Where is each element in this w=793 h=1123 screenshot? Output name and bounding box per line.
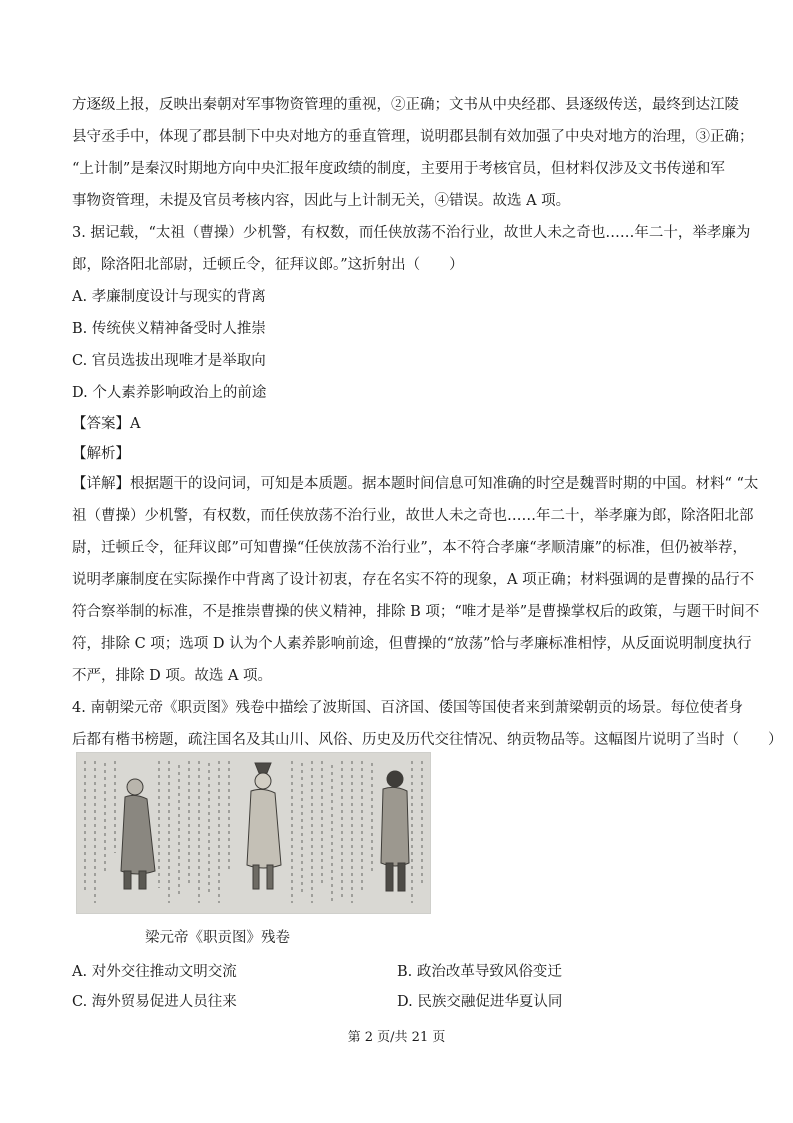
- q4-option-a: A. 对外交往推动文明交流: [72, 964, 237, 980]
- q4-option-b: B. 政治改革导致风俗变迁: [397, 964, 562, 980]
- q3-stem-line-2: 郎，除洛阳北部尉，迁顿丘令，征拜议郎。”这折射出（ ）: [72, 257, 464, 273]
- q3-detail-line-4: 说明孝廉制度在实际操作中背离了设计初衷，存在名实不符的现象，A 项正确；材料强调的是曹操的品行不: [72, 572, 755, 588]
- q3-option-b: B. 传统侠义精神备受时人推崇: [72, 321, 266, 337]
- page-footer: 第 2 页/共 21 页: [347, 1030, 446, 1045]
- q3-detail-line-7: 不严，排除 D 项。故选 A 项。: [72, 668, 273, 684]
- q3-detail-line-6: 符，排除 C 项；选项 D 认为个人素养影响前途，但曹操的“放荡”恰与孝廉标准相悖，从反面说明制度执行: [72, 636, 752, 652]
- tribute-scroll-image: [76, 752, 431, 914]
- analysis-line-1: 方逐级上报，反映出秦朝对军事物资管理的重视，②正确；文书从中央经郡、县逐级传送，最终到达江陵: [72, 97, 739, 113]
- figure-caption: 梁元帝《职贡图》残卷: [145, 930, 290, 946]
- q3-analysis-label: 【解析】: [72, 446, 130, 462]
- q4-stem-line-1: 4. 南朝梁元帝《职贡图》残卷中描绘了波斯国、百济国、倭国等国使者来到萧梁朝贡的场景。每位使者身: [72, 700, 743, 716]
- analysis-line-2: 县守丞手中，体现了郡县制下中央对地方的垂直管理，说明郡县制有效加强了中央对地方的治理，③正确；: [72, 129, 754, 145]
- q3-stem-line-1: 3. 据记载，“太祖（曹操）少机警，有权数，而任侠放荡不治行业，故世人未之奇也……年二十，举孝廉为: [72, 225, 751, 241]
- q3-detail-line-3: 尉，迁顿丘令，征拜议郎”可知曹操“任侠放荡不治行业”，本不符合孝廉“孝顺清廉”的标准，但仍被举荐，: [72, 540, 748, 556]
- q4-stem-line-2: 后都有楷书榜题，疏注国名及其山川、风俗、历史及历代交往情况、纳贡物品等。这幅图片说明了当时（ ）: [72, 732, 783, 748]
- q3-detail-line-5: 符合察举制的标准，不是推崇曹操的侠义精神，排除 B 项；“唯才是举”是曹操掌权后的政策，与题干时间不: [72, 604, 760, 620]
- q3-detail-line-2: 祖（曹操）少机警，有权数，而任侠放荡不治行业，故世人未之奇也……年二十，举孝廉为郎，除洛阳北部: [72, 508, 754, 524]
- q3-option-a: A. 孝廉制度设计与现实的背离: [72, 289, 266, 305]
- q3-answer: 【答案】A: [72, 416, 141, 432]
- q4-option-c: C. 海外贸易促进人员往来: [72, 994, 237, 1010]
- analysis-line-4: 事物资管理，未提及官员考核内容，因此与上计制无关，④错误。故选 A 项。: [72, 193, 571, 209]
- q3-option-d: D. 个人素养影响政治上的前途: [72, 385, 267, 401]
- q3-detail-line-1: 【详解】根据题干的设问词，可知是本质题。据本题时间信息可知准确的时空是魏晋时期的中国。材料“ “太: [72, 476, 759, 492]
- analysis-line-3: “上计制”是秦汉时期地方向中央汇报年度政绩的制度，主要用于考核官员，但材料仅涉及文书传递和军: [72, 161, 725, 177]
- q4-option-d: D. 民族交融促进华夏认同: [397, 994, 563, 1010]
- q3-option-c: C. 官员选拔出现唯才是举取向: [72, 353, 266, 369]
